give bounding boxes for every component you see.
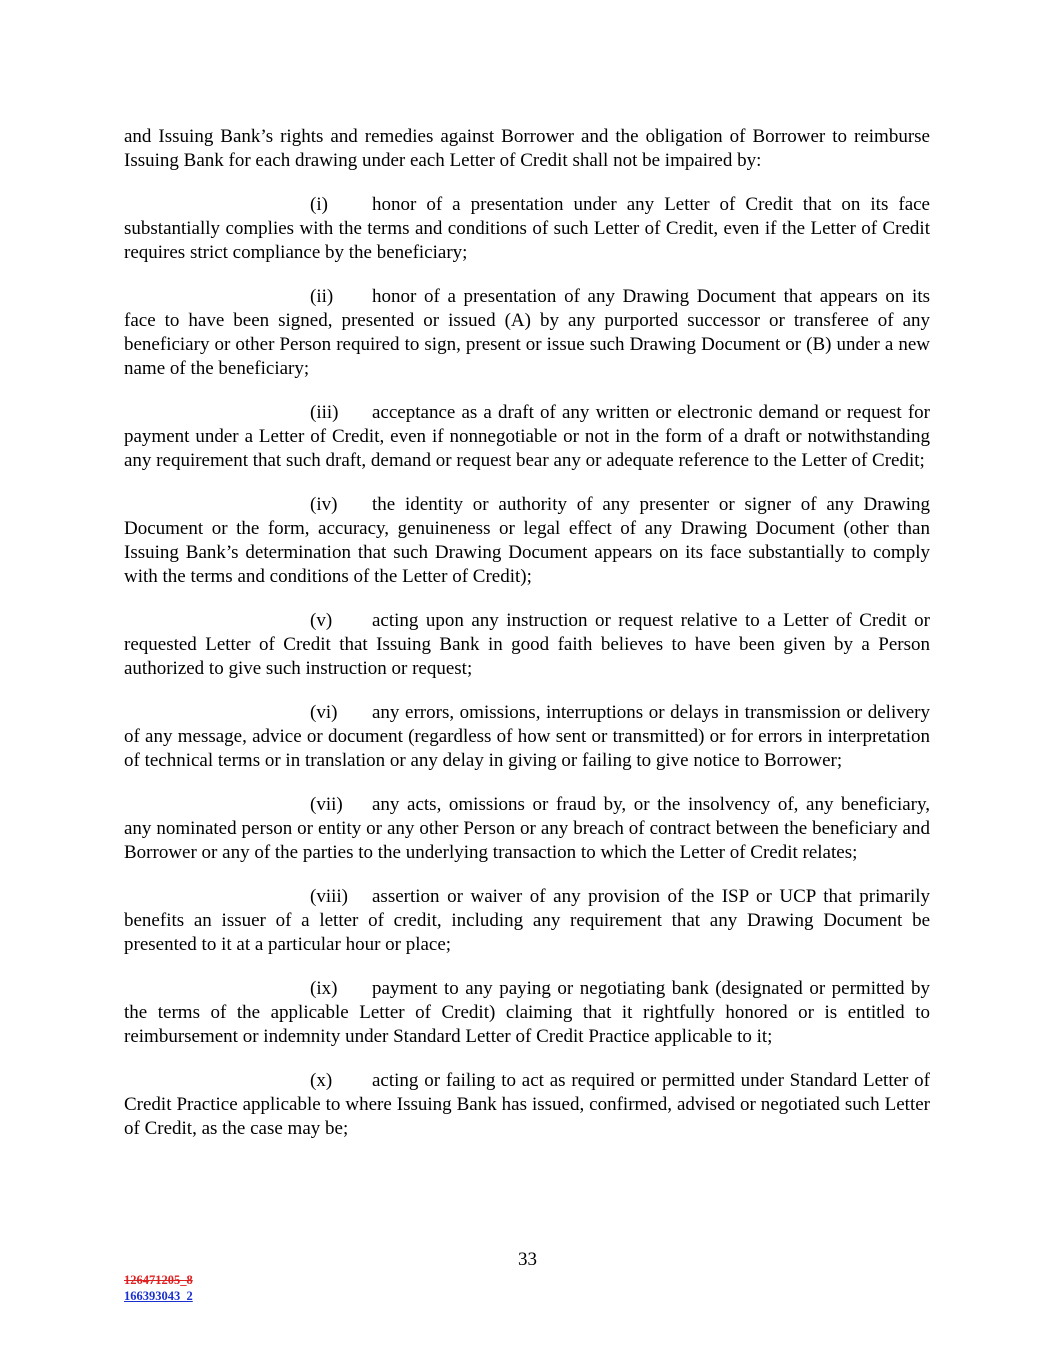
list-item xyxy=(124,401,930,473)
list-item xyxy=(124,701,930,773)
item-number: (vii) xyxy=(310,794,343,815)
item-number: (viii) xyxy=(310,886,348,907)
item-number: (ix) xyxy=(310,978,338,999)
item-text: any acts, omissions or fraud by, or the insolvency of, any beneficiary, any nominated person or entity or any other Person or any breach of contract between the beneficiary and Borrower or any of the parties to the underlying transaction to which the Letter of Credit relates; xyxy=(124,794,930,863)
item-text: payment to any paying or negotiating bank (designated or permitted by the terms of the applicable Letter of Credit) claiming that it rightfully honored or is entitled to reimbursement or indemnity under Standard Letter of Credit Practice applicable to it; xyxy=(124,978,930,1047)
lead-paragraph: and Issuing Bank’s rights and remedies against Borrower and the obligation of Borrower to reimburse Issuing Bank for each drawing under each Letter of Credit shall not be impaired by: xyxy=(124,126,930,171)
item-text: assertion or waiver of any provision of the ISP or UCP that primarily benefits an issuer of a letter of credit, including any requirement that any Drawing Document be presented to it at a particular hour or place; xyxy=(124,886,930,955)
list-item xyxy=(124,493,930,589)
item-text: acting upon any instruction or request relative to a Letter of Credit or requested Letter of Credit that Issuing Bank in good faith believes to have been given by a Person authorized to give such instruction or request; xyxy=(124,610,930,679)
list-item xyxy=(124,609,930,681)
body-text xyxy=(124,125,930,1161)
item-number: (v) xyxy=(310,610,333,631)
item-number: (iv) xyxy=(310,494,338,515)
list-item xyxy=(124,885,930,957)
item-text: acting or failing to act as required or permitted under Standard Letter of Credit Practice applicable to where Issuing Bank has issued, confirmed, advised or negotiated such Letter of Credit, as the case may be; xyxy=(124,1070,930,1139)
item-text: acceptance as a draft of any written or electronic demand or request for payment under a Letter of Credit, even if nonnegotiable or not in the form of a draft or notwithstanding any requirement that such draft, demand or request bear any or adequate reference to the Letter of Credit; xyxy=(124,402,930,471)
item-number: (i) xyxy=(310,194,328,215)
list-item xyxy=(124,977,930,1049)
item-number: (vi) xyxy=(310,702,338,723)
item-text: any errors, omissions, interruptions or delays in transmission or delivery of any message, advice or document (regardless of how sent or transmitted) or for errors in interpretation of technical terms or in translation or any delay in giving or failing to give notice to Borrower; xyxy=(124,702,930,771)
page-number: 33 xyxy=(518,1249,537,1270)
list-item xyxy=(124,193,930,265)
item-number: (x) xyxy=(310,1070,333,1091)
new-document-id: 166393043_2 xyxy=(124,1289,193,1303)
list-item xyxy=(124,1069,930,1141)
list-item xyxy=(124,285,930,381)
old-document-id: 126471205_8 xyxy=(124,1273,193,1287)
item-text: honor of a presentation of any Drawing Document that appears on its face to have been signed, presented or issued (A) by any purported successor or transferee of any beneficiary or other Person required to sign, present or issue such Drawing Document or (B) under a new name of the beneficiary; xyxy=(124,286,930,379)
document-ids xyxy=(124,1272,193,1304)
item-number: (ii) xyxy=(310,286,334,307)
item-text: honor of a presentation under any Letter of Credit that on its face substantially complies with the terms and conditions of such Letter of Credit, even if the Letter of Credit requires strict compliance by the beneficiary; xyxy=(124,194,930,263)
list-item xyxy=(124,793,930,865)
item-number: (iii) xyxy=(310,402,339,423)
item-text: the identity or authority of any presenter or signer of any Drawing Document or the form, accuracy, genuineness or legal effect of any Drawing Document (other than Issuing Bank’s determination that such Drawing Document appears on its face substantially to comply with the terms and conditions of the Letter of Credit); xyxy=(124,494,930,587)
